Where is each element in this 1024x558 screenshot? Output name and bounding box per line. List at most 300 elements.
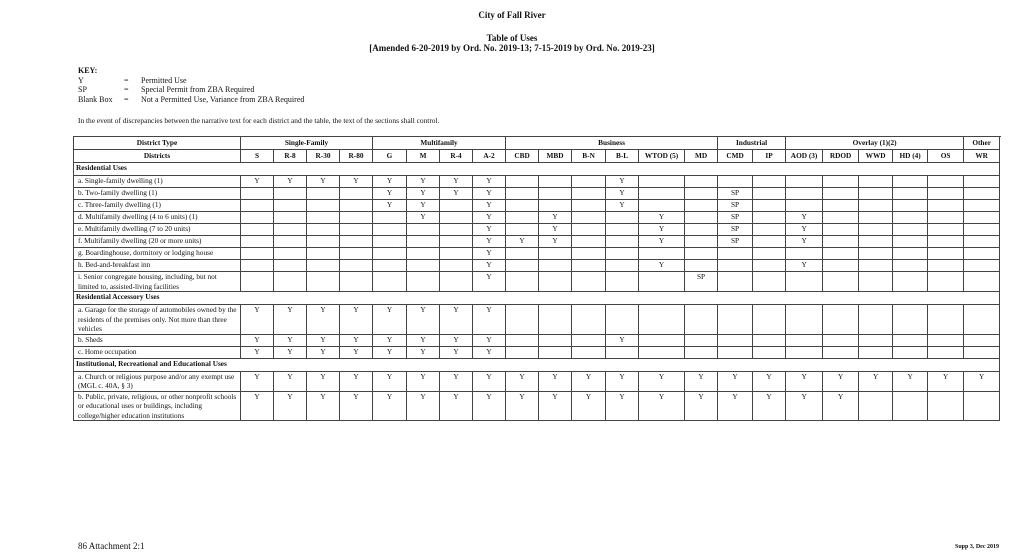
permission-cell — [241, 188, 274, 200]
permission-cell: Y — [473, 272, 506, 292]
permission-cell — [786, 200, 823, 212]
permission-cell — [274, 236, 307, 248]
permission-cell — [274, 272, 307, 292]
permission-cell — [440, 224, 473, 236]
permission-cell: Y — [274, 346, 307, 358]
permission-cell: Y — [685, 391, 718, 421]
permission-cell: Y — [440, 176, 473, 188]
permission-cell — [506, 212, 539, 224]
use-label: g. Boardinghouse, dormitory or lodging house — [74, 248, 241, 260]
permission-cell — [718, 334, 753, 346]
permission-cell — [753, 346, 786, 358]
district-column-header: B-L — [606, 150, 639, 163]
permission-cell: Y — [639, 212, 685, 224]
key-title: KEY: — [78, 66, 98, 75]
permission-cell — [893, 200, 928, 212]
permission-cell: Y — [473, 212, 506, 224]
key-legend — [78, 66, 304, 104]
permission-cell: Y — [572, 371, 606, 391]
permission-cell — [606, 212, 639, 224]
permission-cell — [786, 305, 823, 335]
district-group-header: Industrial — [718, 137, 786, 150]
district-column-header: R-30 — [307, 150, 340, 163]
permission-cell — [753, 188, 786, 200]
key-desc: Special Permit from ZBA Required — [141, 85, 255, 95]
permission-cell — [685, 334, 718, 346]
permission-cell — [823, 236, 859, 248]
section-title: Institutional, Recreational and Educational Uses — [74, 358, 1000, 371]
permission-cell — [340, 212, 373, 224]
table-row — [74, 248, 1000, 260]
permission-cell — [928, 260, 964, 272]
permission-cell — [506, 224, 539, 236]
permission-cell — [823, 248, 859, 260]
permission-cell — [964, 236, 1000, 248]
district-column-header: WTOD (5) — [639, 150, 685, 163]
permission-cell — [893, 260, 928, 272]
permission-cell: Y — [373, 391, 407, 421]
permission-cell — [539, 248, 572, 260]
use-label: d. Multifamily dwelling (4 to 6 units) (1) — [74, 212, 241, 224]
permission-cell — [928, 248, 964, 260]
permission-cell — [572, 260, 606, 272]
permission-cell: Y — [786, 391, 823, 421]
key-code: SP — [78, 85, 87, 95]
permission-cell — [964, 248, 1000, 260]
permission-cell — [823, 212, 859, 224]
permission-cell: Y — [274, 391, 307, 421]
district-column-header: AOD (3) — [786, 150, 823, 163]
permission-cell: Y — [340, 176, 373, 188]
permission-cell: Y — [753, 391, 786, 421]
permission-cell — [307, 272, 340, 292]
permission-cell: Y — [786, 260, 823, 272]
permission-cell — [928, 188, 964, 200]
permission-cell — [572, 176, 606, 188]
use-label: b. Public, private, religious, or other nonprofit schools or educational uses or buildings, including college/higher education institutions — [74, 391, 241, 421]
permission-cell: Y — [473, 334, 506, 346]
section-title: Residential Uses — [74, 163, 1000, 176]
permission-cell — [753, 212, 786, 224]
key-code: Y — [78, 75, 84, 85]
permission-cell — [373, 212, 407, 224]
permission-cell: Y — [440, 305, 473, 335]
permission-cell: Y — [786, 224, 823, 236]
permission-cell — [539, 305, 572, 335]
district-column-header: MD — [685, 150, 718, 163]
district-column-header: WR — [964, 150, 1000, 163]
permission-cell — [859, 236, 893, 248]
permission-cell: Y — [506, 236, 539, 248]
permission-cell — [241, 212, 274, 224]
permission-cell: SP — [718, 236, 753, 248]
page-number: 86 Attachment 2:1 — [78, 541, 145, 551]
permission-cell — [340, 272, 373, 292]
permission-cell — [241, 236, 274, 248]
permission-cell — [373, 260, 407, 272]
permission-cell — [307, 188, 340, 200]
permission-cell: Y — [606, 391, 639, 421]
permission-cell — [506, 248, 539, 260]
permission-cell — [274, 212, 307, 224]
district-column-header: IP — [753, 150, 786, 163]
table-title: Table of Uses — [486, 33, 538, 43]
permission-cell — [859, 212, 893, 224]
permission-cell: Y — [964, 371, 1000, 391]
district-column-header: S — [241, 150, 274, 163]
district-column-header: CBD — [506, 150, 539, 163]
permission-cell: Y — [307, 305, 340, 335]
permission-cell — [506, 346, 539, 358]
permission-cell — [373, 248, 407, 260]
permission-cell — [639, 200, 685, 212]
permission-cell — [786, 248, 823, 260]
district-column-header: OS — [928, 150, 964, 163]
permission-cell — [241, 200, 274, 212]
permission-cell — [407, 272, 440, 292]
permission-cell: Y — [606, 176, 639, 188]
permission-cell: Y — [473, 305, 506, 335]
permission-cell — [639, 305, 685, 335]
permission-cell — [407, 248, 440, 260]
permission-cell — [753, 248, 786, 260]
permission-cell: Y — [407, 212, 440, 224]
permission-cell — [539, 176, 572, 188]
discrepancy-note: In the event of discrepancies between the narrative text for each district and the table, the text of the sections shall control. — [78, 116, 440, 125]
permission-cell — [506, 260, 539, 272]
use-label: a. Single-family dwelling (1) — [74, 176, 241, 188]
permission-cell: Y — [241, 334, 274, 346]
table-row — [74, 200, 1000, 212]
permission-cell — [893, 188, 928, 200]
permission-cell: Y — [407, 391, 440, 421]
district-group-header: Overlay (1)(2) — [786, 137, 964, 150]
permission-cell: SP — [718, 200, 753, 212]
permission-cell: Y — [440, 391, 473, 421]
permission-cell: Y — [407, 176, 440, 188]
permission-cell: Y — [307, 346, 340, 358]
permission-cell: Y — [407, 334, 440, 346]
permission-cell — [340, 260, 373, 272]
permission-cell: Y — [241, 305, 274, 335]
permission-cell — [928, 212, 964, 224]
permission-cell — [506, 334, 539, 346]
permission-cell — [506, 272, 539, 292]
permission-cell — [964, 334, 1000, 346]
permission-cell — [685, 305, 718, 335]
permission-cell: Y — [753, 371, 786, 391]
permission-cell — [440, 260, 473, 272]
district-column-header: R-4 — [440, 150, 473, 163]
permission-cell — [718, 272, 753, 292]
permission-cell — [639, 346, 685, 358]
table-row — [74, 391, 1000, 421]
permission-cell — [964, 200, 1000, 212]
permission-cell: Y — [786, 236, 823, 248]
permission-cell — [718, 305, 753, 335]
permission-cell — [928, 224, 964, 236]
permission-cell — [307, 260, 340, 272]
permission-cell: Y — [473, 371, 506, 391]
permission-cell — [685, 188, 718, 200]
permission-cell — [241, 272, 274, 292]
permission-cell: Y — [340, 346, 373, 358]
permission-cell — [685, 176, 718, 188]
permission-cell — [685, 260, 718, 272]
table-row — [74, 305, 1000, 335]
district-column-header: HD (4) — [893, 150, 928, 163]
city-title: City of Fall River — [478, 10, 546, 20]
permission-cell: Y — [274, 176, 307, 188]
permission-cell: Y — [307, 391, 340, 421]
permission-cell — [718, 346, 753, 358]
permission-cell — [823, 224, 859, 236]
table-row — [74, 212, 1000, 224]
district-column-header: A-2 — [473, 150, 506, 163]
permission-cell — [307, 236, 340, 248]
permission-cell — [928, 305, 964, 335]
permission-cell — [241, 248, 274, 260]
use-label: c. Three-family dwelling (1) — [74, 200, 241, 212]
permission-cell: Y — [539, 212, 572, 224]
permission-cell: Y — [340, 334, 373, 346]
permission-cell — [539, 272, 572, 292]
permission-cell: Y — [440, 188, 473, 200]
permission-cell — [685, 248, 718, 260]
permission-cell: Y — [473, 224, 506, 236]
permission-cell — [506, 188, 539, 200]
permission-cell: Y — [786, 371, 823, 391]
permission-cell: Y — [440, 371, 473, 391]
permission-cell — [964, 224, 1000, 236]
permission-cell — [859, 305, 893, 335]
permission-cell: Y — [639, 236, 685, 248]
permission-cell — [440, 212, 473, 224]
permission-cell: SP — [718, 212, 753, 224]
permission-cell — [823, 346, 859, 358]
permission-cell — [893, 212, 928, 224]
permission-cell — [639, 248, 685, 260]
districts-label: Districts — [74, 150, 241, 163]
permission-cell — [928, 334, 964, 346]
permission-cell — [786, 334, 823, 346]
permission-cell — [893, 224, 928, 236]
district-column-header: MBD — [539, 150, 572, 163]
permission-cell — [340, 224, 373, 236]
permission-cell: Y — [274, 305, 307, 335]
permission-cell: Y — [606, 200, 639, 212]
table-row — [74, 236, 1000, 248]
section-title: Residential Accessory Uses — [74, 292, 1000, 305]
use-label: c. Home occupation — [74, 346, 241, 358]
permission-cell — [753, 200, 786, 212]
permission-cell — [639, 188, 685, 200]
permission-cell: Y — [539, 224, 572, 236]
permission-cell — [859, 188, 893, 200]
permission-cell: Y — [274, 334, 307, 346]
permission-cell — [506, 176, 539, 188]
key-eq: = — [124, 75, 129, 85]
permission-cell — [440, 248, 473, 260]
permission-cell — [928, 346, 964, 358]
permission-cell: Y — [340, 391, 373, 421]
district-column-header: RDOD — [823, 150, 859, 163]
permission-cell: Y — [241, 346, 274, 358]
permission-cell — [928, 391, 964, 421]
permission-cell — [964, 346, 1000, 358]
permission-cell — [893, 334, 928, 346]
table-row — [74, 346, 1000, 358]
permission-cell: SP — [685, 272, 718, 292]
permission-cell: Y — [539, 236, 572, 248]
permission-cell: Y — [718, 371, 753, 391]
permission-cell — [572, 236, 606, 248]
permission-cell — [274, 260, 307, 272]
permission-cell: Y — [572, 391, 606, 421]
permission-cell — [639, 334, 685, 346]
permission-cell — [539, 334, 572, 346]
permission-cell: Y — [473, 260, 506, 272]
permission-cell: Y — [473, 200, 506, 212]
permission-cell: Y — [307, 176, 340, 188]
permission-cell — [539, 188, 572, 200]
permission-cell — [964, 272, 1000, 292]
table-row — [74, 371, 1000, 391]
permission-cell: SP — [718, 188, 753, 200]
permission-cell — [964, 305, 1000, 335]
permission-cell: Y — [506, 391, 539, 421]
permission-cell — [274, 248, 307, 260]
permission-cell — [928, 200, 964, 212]
permission-cell — [859, 176, 893, 188]
permission-cell — [685, 200, 718, 212]
permission-cell: Y — [473, 236, 506, 248]
permission-cell: Y — [539, 371, 572, 391]
district-type-row — [74, 137, 1000, 150]
permission-cell: Y — [859, 371, 893, 391]
permission-cell — [572, 212, 606, 224]
permission-cell — [606, 260, 639, 272]
permission-cell — [572, 248, 606, 260]
permission-cell — [307, 212, 340, 224]
permission-cell: Y — [606, 188, 639, 200]
table-row — [74, 260, 1000, 272]
permission-cell — [639, 272, 685, 292]
permission-cell — [964, 176, 1000, 188]
permission-cell — [307, 200, 340, 212]
permission-cell — [606, 272, 639, 292]
permission-cell — [572, 272, 606, 292]
key-desc: Permitted Use — [141, 75, 187, 85]
table-row — [74, 224, 1000, 236]
permission-cell — [893, 176, 928, 188]
permission-cell — [373, 236, 407, 248]
permission-cell: Y — [373, 176, 407, 188]
key-entry — [78, 85, 304, 95]
permission-cell: Y — [473, 176, 506, 188]
use-label: a. Garage for the storage of automobiles owned by the residents of the premises only. Not more than three vehicles — [74, 305, 241, 335]
permission-cell: Y — [373, 346, 407, 358]
permission-cell — [572, 334, 606, 346]
permission-cell: Y — [373, 334, 407, 346]
permission-cell: Y — [407, 371, 440, 391]
district-column-header: B-N — [572, 150, 606, 163]
permission-cell — [893, 248, 928, 260]
permission-cell — [606, 248, 639, 260]
permission-cell — [753, 260, 786, 272]
permission-cell — [572, 200, 606, 212]
permission-cell — [373, 272, 407, 292]
permission-cell — [893, 391, 928, 421]
permission-cell — [440, 236, 473, 248]
permission-cell: Y — [639, 260, 685, 272]
permission-cell — [274, 200, 307, 212]
use-label: h. Bed-and-breakfast inn — [74, 260, 241, 272]
permission-cell — [340, 188, 373, 200]
permission-cell — [718, 248, 753, 260]
permission-cell: Y — [307, 334, 340, 346]
permission-cell: Y — [928, 371, 964, 391]
permission-cell — [928, 272, 964, 292]
district-column-header: G — [373, 150, 407, 163]
permission-cell — [606, 346, 639, 358]
permission-cell — [373, 224, 407, 236]
key-eq: = — [124, 85, 129, 95]
permission-cell — [572, 346, 606, 358]
use-label: a. Church or religious purpose and/or any exempt use (MGL c. 40A, § 3) — [74, 371, 241, 391]
section-header-row — [74, 163, 1000, 176]
use-label: i. Senior congregate housing, including, but not limited to, assisted-living facilities — [74, 272, 241, 292]
district-column-header: R-8 — [274, 150, 307, 163]
permission-cell — [823, 272, 859, 292]
permission-cell — [964, 260, 1000, 272]
permission-cell — [823, 260, 859, 272]
permission-cell — [685, 236, 718, 248]
district-group-header: Other — [964, 137, 1000, 150]
permission-cell: Y — [786, 212, 823, 224]
permission-cell — [753, 176, 786, 188]
permission-cell — [823, 176, 859, 188]
permission-cell — [859, 248, 893, 260]
permission-cell — [407, 224, 440, 236]
permission-cell — [893, 346, 928, 358]
permission-cell — [753, 272, 786, 292]
permission-cell — [685, 212, 718, 224]
table-of-uses — [73, 136, 1000, 421]
permission-cell — [928, 236, 964, 248]
key-entry — [78, 76, 304, 86]
permission-cell — [340, 236, 373, 248]
permission-cell — [718, 260, 753, 272]
permission-cell — [572, 224, 606, 236]
permission-cell: Y — [340, 305, 373, 335]
permission-cell: Y — [639, 224, 685, 236]
permission-cell — [786, 346, 823, 358]
permission-cell — [786, 176, 823, 188]
permission-cell — [639, 176, 685, 188]
permission-cell — [340, 248, 373, 260]
permission-cell: Y — [407, 200, 440, 212]
permission-cell — [307, 224, 340, 236]
permission-cell — [786, 272, 823, 292]
permission-cell: Y — [473, 391, 506, 421]
permission-cell — [539, 346, 572, 358]
permission-cell: Y — [407, 346, 440, 358]
permission-cell — [823, 200, 859, 212]
district-group-header: Business — [506, 137, 718, 150]
permission-cell: Y — [823, 371, 859, 391]
permission-cell: Y — [606, 371, 639, 391]
